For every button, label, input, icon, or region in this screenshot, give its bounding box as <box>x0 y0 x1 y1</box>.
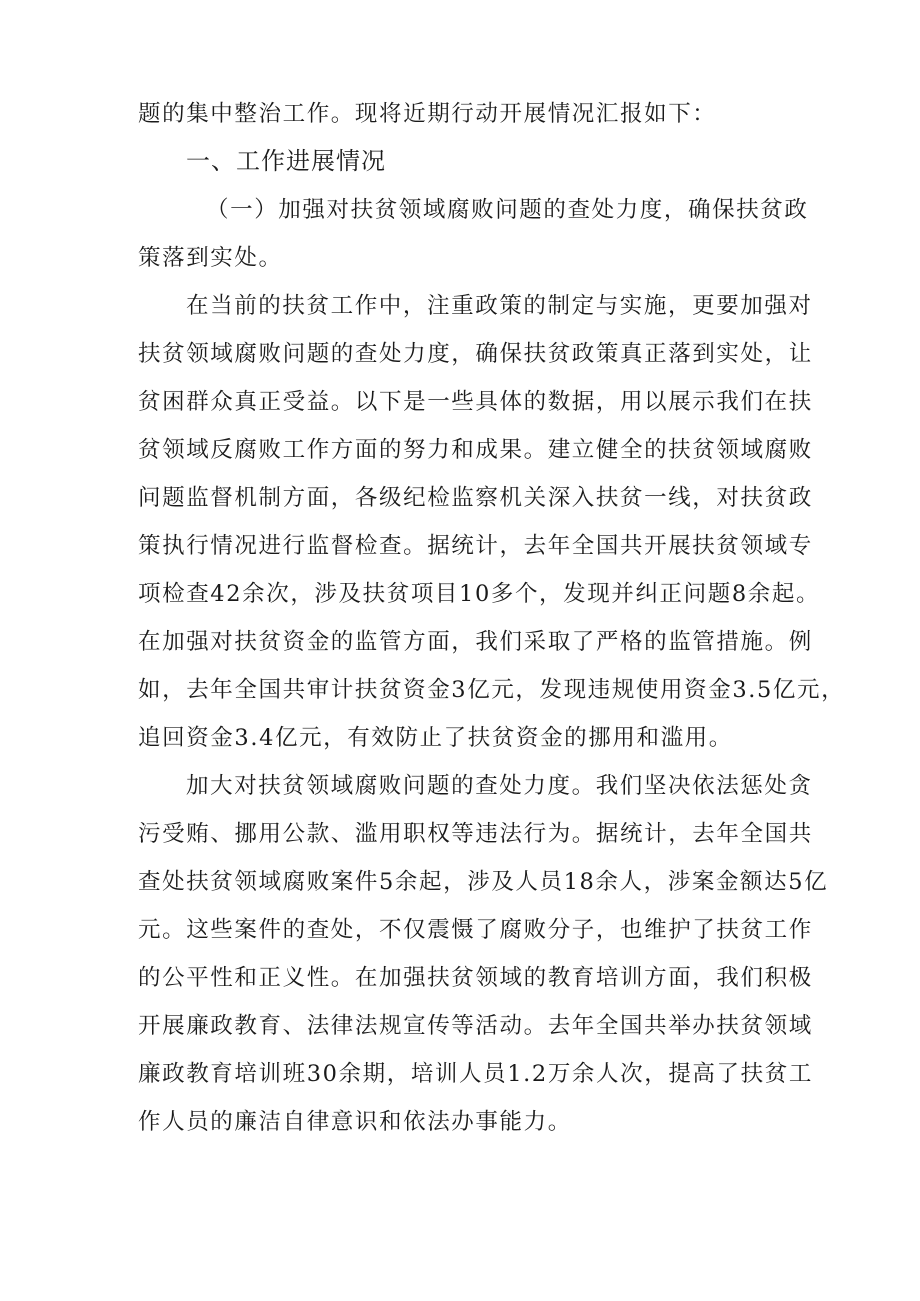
paragraph-line: 扶贫领域腐败问题的查处力度，确保扶贫政策真正落到实处，让 <box>138 341 813 367</box>
paragraph-line: 开展廉政教育、法律法规宣传等活动。去年全国共举办扶贫领域 <box>138 1013 813 1039</box>
subheading-line: 策落到实处。 <box>138 245 283 271</box>
paragraph-line: 项检查42余次，涉及扶贫项目10多个，发现并纠正问题8余起。 <box>138 581 821 607</box>
paragraph-line: 查处扶贫领域腐败案件5余起，涉及人员18余人，涉案金额达5亿 <box>138 869 829 895</box>
paragraph-line: 如，去年全国共审计扶贫资金3亿元，发现违规使用资金3.5亿元， <box>138 677 846 703</box>
paragraph-line: 作人员的廉洁自律意识和依法办事能力。 <box>138 1109 572 1135</box>
paragraph-line: 策执行情况进行监督检查。据统计，去年全国共开展扶贫领域专 <box>138 533 813 559</box>
paragraph-line: 廉政教育培训班30余期，培训人员1.2万余人次，提高了扶贫工 <box>138 1061 813 1087</box>
paragraph-line: 污受贿、挪用公款、滥用职权等违法行为。据统计，去年全国共 <box>138 821 813 847</box>
intro-line: 题的集中整治工作。现将近期行动开展情况汇报如下： <box>138 101 717 127</box>
paragraph-line: 贫困群众真正受益。以下是一些具体的数据，用以展示我们在扶 <box>138 389 813 415</box>
paragraph-line: 问题监督机制方面，各级纪检监察机关深入扶贫一线，对扶贫政 <box>138 485 813 511</box>
paragraph-line: 加大对扶贫领域腐败问题的查处力度。我们坚决依法惩处贪 <box>186 773 813 799</box>
section-heading: 一、工作进展情况 <box>186 147 386 175</box>
paragraph-line: 追回资金3.4亿元，有效防止了扶贫资金的挪用和滥用。 <box>138 725 733 751</box>
paragraph-line: 的公平性和正义性。在加强扶贫领域的教育培训方面，我们积极 <box>138 965 813 991</box>
paragraph-line: 贫领域反腐败工作方面的努力和成果。建立健全的扶贫领域腐败 <box>138 437 813 463</box>
paragraph-line: 在当前的扶贫工作中，注重政策的制定与实施，更要加强对 <box>186 293 813 319</box>
subheading-line: （一）加强对扶贫领域腐败问题的查处力度，确保扶贫政 <box>206 197 809 223</box>
paragraph-line: 元。这些案件的查处，不仅震慑了腐败分子，也维护了扶贫工作 <box>138 917 813 943</box>
paragraph-line: 在加强对扶贫资金的监管方面，我们采取了严格的监管措施。例 <box>138 629 813 655</box>
